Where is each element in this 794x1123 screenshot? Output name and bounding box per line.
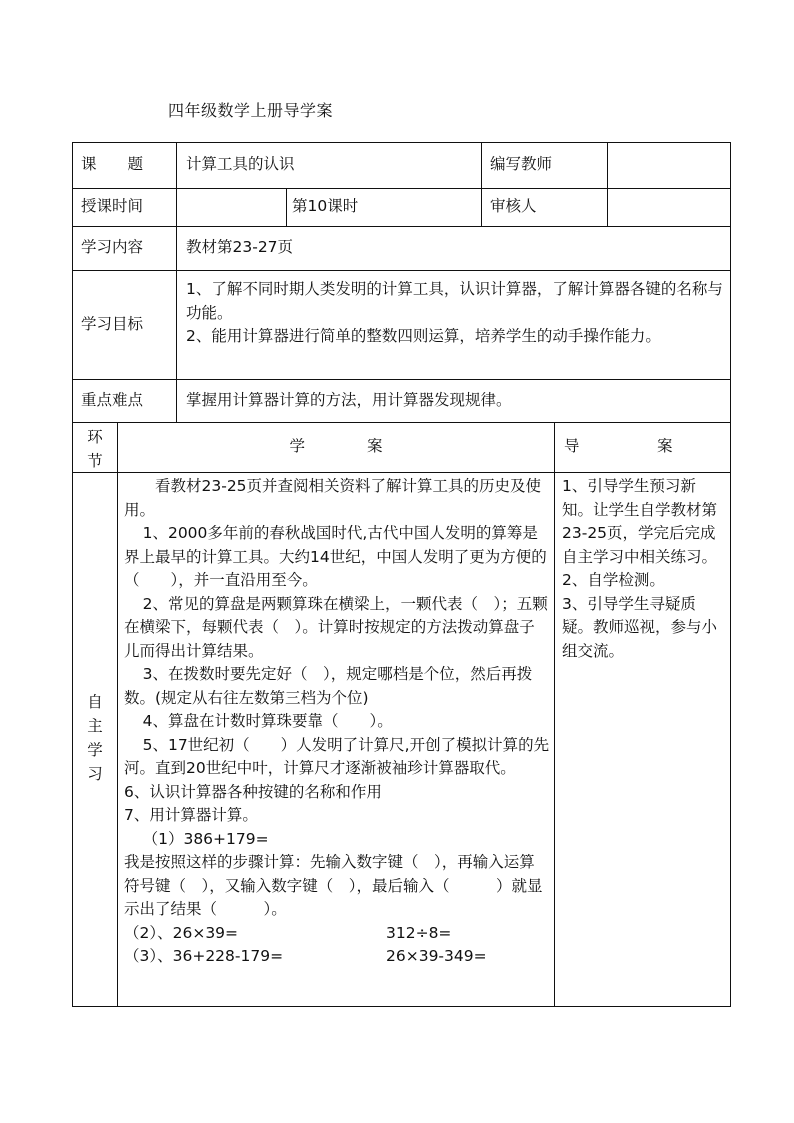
time-value bbox=[186, 188, 284, 226]
calc-3a: （3）、36+228-179= bbox=[124, 947, 284, 965]
guide-content bbox=[562, 475, 726, 663]
page-title: 四年级数学上册导学案 bbox=[168, 101, 334, 120]
key-points-label: 重点难点 bbox=[81, 390, 144, 409]
plan-item: 5、17世纪初（ ）人发明了计算尺,开创了模拟计算的先河。直到20世纪中叶，计算尺才逐渐被袖珍计算器取代。 bbox=[124, 735, 550, 777]
goals-label: 学习目标 bbox=[81, 314, 144, 333]
plan-header: 学 案 bbox=[289, 437, 383, 456]
guide-header: 导 案 bbox=[564, 437, 673, 456]
content-value: 教材第23-27页 bbox=[186, 238, 294, 257]
topic-value: 计算工具的认识 bbox=[186, 155, 295, 174]
goal-item: 2、能用计算器进行简单的整数四则运算，培养学生的动手操作能力。 bbox=[186, 327, 661, 345]
plan-content bbox=[124, 475, 550, 969]
lesson-number: 第10课时 bbox=[292, 197, 359, 216]
stage-header: 环节 bbox=[87, 428, 103, 470]
plan-item-7: 7、用计算器计算。 bbox=[124, 806, 258, 824]
guide-item: 3、引导学生寻疑质疑。教师巡视，参与小组交流。 bbox=[562, 594, 718, 660]
calc-3b: 26×39-349= bbox=[386, 947, 487, 965]
content-label: 学习内容 bbox=[81, 238, 144, 257]
plan-item: 1、2000多年前的春秋战国时代,古代中国人发明的算筹是界上最早的计算工具。大约14世纪，中国人发明了更为方便的（ ），并一直沿用至今。 bbox=[124, 524, 547, 589]
time-label: 授课时间 bbox=[81, 197, 144, 216]
reviewer-label: 审核人 bbox=[490, 197, 537, 216]
plan-item: 4、算盘在计数时算珠要靠（ ）。 bbox=[142, 712, 393, 730]
calc-2b: 312÷8= bbox=[386, 923, 452, 942]
calc-row-2 bbox=[124, 922, 550, 946]
plan-intro: 看教材23-25页并查阅相关资料了解计算工具的历史及使用。 bbox=[124, 477, 542, 519]
author-value bbox=[616, 142, 726, 188]
plan-item-6: 6、认识计算器各种按键的名称和作用 bbox=[124, 782, 382, 801]
goals bbox=[186, 278, 724, 349]
topic-label: 课 题 bbox=[81, 155, 144, 174]
guide-item: 1、引导学生预习新知。让学生自学教材第23-25页，学完后完成自主学习中相关练习。 bbox=[562, 477, 718, 566]
goal-item: 1、了解不同时期人类发明的计算工具，认识计算器，了解计算器各键的名称与功能。 bbox=[186, 280, 723, 322]
lesson-plan-table bbox=[72, 142, 730, 1006]
calc-2a: （2）、26×39= bbox=[124, 923, 239, 942]
calc-steps: 我是按照这样的步骤计算：先输入数字键（ ），再输入运算符号键（ ），又输入数字键（ ），最后输入（ ）就显示出了结果（ ）。 bbox=[124, 853, 543, 918]
guide-item: 2、自学检测。 bbox=[562, 571, 665, 589]
reviewer-value bbox=[616, 188, 726, 226]
key-points-value: 掌握用计算器计算的方法，用计算器发现规律。 bbox=[186, 390, 512, 409]
author-label: 编写教师 bbox=[490, 155, 553, 174]
plan-item: 2、常见的算盘是两颗算珠在横梁上，一颗代表（ ）；五颗在横梁下，每颗代表（ ）。计算时按规定的方法拨动算盘子儿而得出计算结果。 bbox=[124, 594, 548, 660]
plan-item: 3、在拨数时要先定好（ ），规定哪档是个位，然后再拨数。(规定从右往左数第三档为个位) bbox=[124, 665, 533, 707]
calc-row-3 bbox=[124, 945, 550, 969]
stage-name: 自主学习 bbox=[87, 693, 103, 783]
calc-1: （1）386+179= bbox=[142, 829, 269, 848]
